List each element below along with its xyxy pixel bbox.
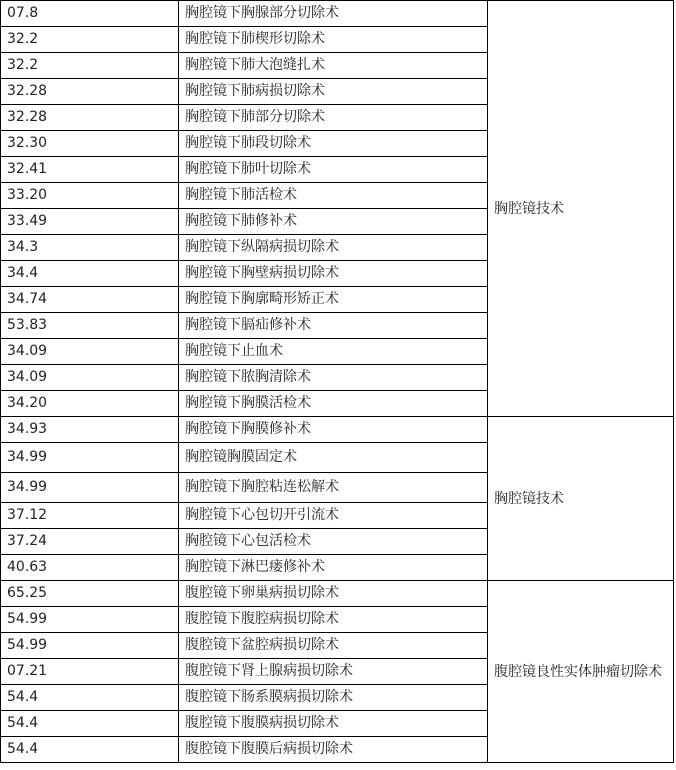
procedure-code-cell: 54.4: [1, 737, 179, 763]
table-row: [1, 581, 674, 607]
procedure-code-cell: 54.4: [1, 685, 179, 711]
procedure-name-cell: 腹腔镜下肠系膜病损切除术: [179, 685, 488, 711]
procedure-code-cell: 40.63: [1, 555, 179, 581]
table-row: [1, 1, 674, 27]
procedure-name-cell: 胸腔镜下纵隔病损切除术: [179, 235, 488, 261]
procedure-code-cell: 33.20: [1, 183, 179, 209]
procedure-name-cell: 胸腔镜下肺段切除术: [179, 131, 488, 157]
procedure-name-cell: 胸腔镜下膈疝修补术: [179, 313, 488, 339]
procedure-code-cell: 32.2: [1, 27, 179, 53]
procedure-code-cell: 37.24: [1, 529, 179, 555]
procedure-name-cell: 胸腔镜下肺病损切除术: [179, 79, 488, 105]
procedure-name-cell: 胸腔镜下心包切开引流术: [179, 503, 488, 529]
procedure-name-cell: 胸腔镜下心包活检术: [179, 529, 488, 555]
procedure-name-cell: 胸腔镜下胸腺部分切除术: [179, 1, 488, 27]
procedure-code-cell: 54.99: [1, 633, 179, 659]
procedure-code-cell: 34.74: [1, 287, 179, 313]
category-cell: 胸腔镜技术: [488, 417, 674, 581]
procedure-code-cell: 33.49: [1, 209, 179, 235]
procedure-name-cell: 腹腔镜下盆腔病损切除术: [179, 633, 488, 659]
procedure-name-cell: 胸腔镜下胸膜修补术: [179, 417, 488, 443]
procedure-code-cell: 34.09: [1, 339, 179, 365]
procedure-name-cell: 胸腔镜下淋巴瘘修补术: [179, 555, 488, 581]
procedure-code-cell: 54.99: [1, 607, 179, 633]
procedure-name-cell: 胸腔镜下胸腔粘连松解术: [179, 473, 488, 503]
procedure-code-cell: 34.20: [1, 391, 179, 417]
procedure-code-cell: 07.8: [1, 1, 179, 27]
procedure-code-cell: 34.4: [1, 261, 179, 287]
procedure-code-cell: 32.30: [1, 131, 179, 157]
procedure-name-cell: 腹腔镜下腹膜病损切除术: [179, 711, 488, 737]
procedure-name-cell: 胸腔镜下胸壁病损切除术: [179, 261, 488, 287]
procedure-name-cell: 胸腔镜下肺叶切除术: [179, 157, 488, 183]
procedure-name-cell: 腹腔镜下腹腔病损切除术: [179, 607, 488, 633]
procedure-code-cell: 34.93: [1, 417, 179, 443]
procedure-code-cell: 34.99: [1, 443, 179, 473]
table-row: [1, 417, 674, 443]
procedure-name-cell: 腹腔镜下卵巢病损切除术: [179, 581, 488, 607]
procedure-code-cell: 34.99: [1, 473, 179, 503]
procedure-code-cell: 37.12: [1, 503, 179, 529]
procedure-code-cell: 53.83: [1, 313, 179, 339]
procedure-name-cell: 胸腔镜下肺活检术: [179, 183, 488, 209]
procedure-name-cell: 胸腔镜下止血术: [179, 339, 488, 365]
procedure-code-cell: 32.2: [1, 53, 179, 79]
procedure-code-cell: 65.25: [1, 581, 179, 607]
procedure-name-cell: 胸腔镜下肺大泡缝扎术: [179, 53, 488, 79]
procedure-code-cell: 32.28: [1, 105, 179, 131]
category-cell: 胸腔镜技术: [488, 1, 674, 417]
procedure-code-cell: 07.21: [1, 659, 179, 685]
procedure-name-cell: 胸腔镜下脓胸清除术: [179, 365, 488, 391]
procedure-name-cell: 胸腔镜胸膜固定术: [179, 443, 488, 473]
procedure-name-cell: 胸腔镜下胸膜活检术: [179, 391, 488, 417]
procedure-code-cell: 32.41: [1, 157, 179, 183]
procedure-code-cell: 34.09: [1, 365, 179, 391]
procedure-code-cell: 54.4: [1, 711, 179, 737]
procedure-name-cell: 腹腔镜下肾上腺病损切除术: [179, 659, 488, 685]
procedure-name-cell: 胸腔镜下肺楔形切除术: [179, 27, 488, 53]
procedure-name-cell: 胸腔镜下肺部分切除术: [179, 105, 488, 131]
procedure-name-cell: 胸腔镜下胸廓畸形矫正术: [179, 287, 488, 313]
procedure-name-cell: 胸腔镜下肺修补术: [179, 209, 488, 235]
procedure-code-cell: 34.3: [1, 235, 179, 261]
procedure-table-body: [1, 1, 674, 763]
category-cell: 腹腔镜良性实体肿瘤切除术: [488, 581, 674, 763]
procedure-code-cell: 32.28: [1, 79, 179, 105]
procedure-name-cell: 腹腔镜下腹膜后病损切除术: [179, 737, 488, 763]
